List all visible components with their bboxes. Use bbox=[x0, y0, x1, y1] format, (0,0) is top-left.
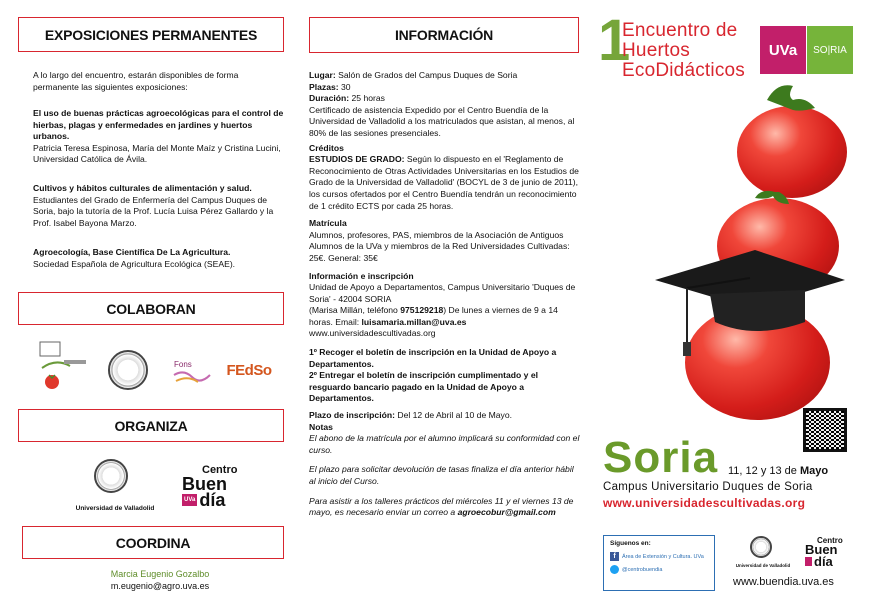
step-1: 1º Recoger el boletín de inscripción en la Unidad de Apoyo a Departamentos. bbox=[309, 347, 557, 369]
uva-seal-logo bbox=[94, 459, 128, 493]
social-box bbox=[603, 535, 715, 591]
event-dates: 11, 12 y 13 de Mayo bbox=[728, 465, 829, 477]
plazas-line: Plazas: 30 bbox=[309, 81, 351, 92]
info-phone: 975129218 bbox=[400, 305, 444, 316]
collaborator-logo-fons bbox=[170, 355, 212, 387]
info-label: Información e inscripción bbox=[309, 270, 414, 281]
nota-2: El plazo para solicitar devolución de tasas finaliza el día anterior hábil al inicio del Curso. bbox=[309, 464, 574, 486]
notas-label: Notas bbox=[309, 421, 333, 432]
left-panel bbox=[0, 0, 295, 607]
centro-buendia-logo: Centro Buen UVa día bbox=[182, 463, 238, 510]
city-name: Soria bbox=[603, 433, 719, 482]
exposicion-title: Agroecología, Base Científica De La Agricultura. bbox=[33, 247, 231, 257]
coordina-heading: COORDINA bbox=[22, 526, 284, 559]
info-address: Unidad de Apoyo a Departamentos, Campus Universitario 'Duques de Soria' - 42004 SORIA bbox=[309, 282, 576, 304]
informacion-heading: INFORMACIÓN bbox=[309, 17, 579, 53]
facebook-icon: f bbox=[610, 552, 619, 561]
uva-logo: UVa bbox=[760, 26, 806, 74]
uva-badge: UVa bbox=[182, 494, 197, 506]
matricula-text: Alumnos, profesores, PAS, miembros de la Asociación de Antiguos Alumnos de la UVa y miembros de la Red Universidades Cultivadas: 25€. General: 35€ bbox=[309, 229, 570, 263]
coordinator-email: m.eugenio@agro.uva.es bbox=[110, 581, 210, 591]
title-line-1: Encuentro de bbox=[622, 20, 738, 41]
nota-1: El abono de la matrícula por el alumno implicará su conformidad con el curso. bbox=[309, 433, 580, 455]
uva-caption: Universidad de Valladolid bbox=[75, 505, 155, 512]
exposicion-desc: Sociedad Española de Agricultura Ecológica (SEAE). bbox=[33, 258, 236, 269]
creditos-label: Créditos bbox=[309, 142, 344, 153]
coordinator-name: Marcia Eugenio Gozalbo bbox=[110, 569, 210, 579]
collaborator-logo-huertos bbox=[36, 338, 90, 392]
collaborator-logo-fedso: FEdSo bbox=[226, 361, 272, 379]
exposicion-item bbox=[33, 183, 285, 229]
svg-text:Fons: Fons bbox=[174, 360, 192, 369]
certificado-text: Certificado de asistencia Expedido por el Centro Buendía de la Universidad de Valladolid a los matriculados que asistan, al menos, al 80% de las sesiones presenciales. bbox=[309, 104, 575, 138]
cover-panel bbox=[595, 0, 880, 607]
footer-uva-seal bbox=[750, 536, 772, 558]
edition-number: 1 bbox=[598, 8, 631, 73]
title-line-2: Huertos bbox=[622, 40, 690, 61]
duracion-line: Duración: 25 horas bbox=[309, 93, 385, 104]
lugar-line: Lugar: Salón de Grados del Campus Duques de Soria bbox=[309, 70, 518, 80]
exposicion-title: Cultivos y hábitos culturales de alimentación y salud. bbox=[33, 183, 252, 193]
qr-code[interactable] bbox=[803, 408, 847, 452]
matricula-label: Matrícula bbox=[309, 218, 347, 229]
exposicion-desc: Estudiantes del Grado de Enfermería del Campus Duques de Soria, bajo la tutoría de la Prof. Lucía Luisa Pérez Gallardo y la Prof. Isabel Bayona Marzo. bbox=[33, 194, 274, 228]
exposicion-title: El uso de buenas prácticas agroecológicas para el control de hierbas, plagas y enfermedades en jardines y huertos urbanos. bbox=[33, 108, 284, 142]
info-web[interactable]: www.universidadescultivadas.org bbox=[309, 328, 436, 339]
exposicion-item bbox=[33, 247, 285, 270]
social-twitter[interactable]: @centrobuendia bbox=[610, 565, 708, 574]
twitter-icon bbox=[610, 565, 619, 574]
exposiciones-intro: A lo largo del encuentro, estarán disponibles de forma permanente las siguientes exposiciones: bbox=[33, 70, 239, 92]
info-panel bbox=[295, 0, 595, 607]
tomato-illustration bbox=[655, 80, 875, 430]
step-2: 2º Entregar el boletín de inscripción cumplimentado y el resguardo bancario pagado en la Unidad de Apoyo a Departamentos. bbox=[309, 370, 539, 404]
footer-buendia-logo: Centro Buen día bbox=[805, 536, 843, 569]
social-facebook[interactable]: f Área de Extensión y Cultura. UVa bbox=[610, 552, 708, 561]
plazo-line: Plazo de inscripción: Del 12 de Abril al 10 de Mayo. bbox=[309, 410, 513, 421]
collaborator-logo-seal bbox=[108, 350, 148, 390]
footer-uva-caption: Universidad de Valladolid bbox=[735, 563, 791, 568]
colaboran-heading: COLABORAN bbox=[18, 292, 284, 325]
event-web[interactable]: www.universidadescultivadas.org bbox=[603, 496, 806, 510]
info-contact: (Marisa Millán, teléfono 975129218) De lunes a viernes de 9 a 14 horas. Email: luisamaria.millan@uva.es bbox=[309, 305, 558, 327]
campus-name: Campus Universitario Duques de Soria bbox=[603, 481, 813, 493]
footer-web[interactable]: www.buendia.uva.es bbox=[733, 576, 834, 588]
estudios-text: ESTUDIOS DE GRADO: Según lo dispuesto en el 'Reglamento de Reconocimiento de Otras Actividades Universitarias en los Estudios de Grado de la Universidad de Valladolid' (BOCYL de 3 de junio de 2011), los cursos ofertados por el Centro Buendía tendrán un reconocimiento de 1 crédito ECTS por cada 25 horas. bbox=[309, 154, 579, 211]
nota-3: Para asistir a los talleres prácticos del miércoles 11 y el viernes 13 de mayo, es necesario enviar un correo a agroecobur@gmail.com bbox=[309, 495, 574, 518]
organiza-heading: ORGANIZA bbox=[18, 409, 284, 442]
exposicion-desc: Patricia Teresa Espinosa, María del Monte Maíz y Cristina Lucini, Universidad Católica de Ávila. bbox=[33, 142, 281, 165]
nota-3-email[interactable]: agroecobur@gmail.com bbox=[457, 507, 556, 518]
exposicion-item bbox=[33, 108, 285, 166]
exposiciones-heading: EXPOSICIONES PERMANENTES bbox=[18, 17, 284, 52]
info-email[interactable]: luisamaria.millan@uva.es bbox=[361, 316, 467, 327]
uva-badge bbox=[805, 557, 812, 566]
soria-logo: SO|RIA bbox=[807, 26, 853, 74]
title-line-3: EcoDidácticos bbox=[622, 60, 745, 81]
info-body bbox=[309, 70, 581, 519]
social-title: Síguenos en: bbox=[610, 540, 651, 547]
